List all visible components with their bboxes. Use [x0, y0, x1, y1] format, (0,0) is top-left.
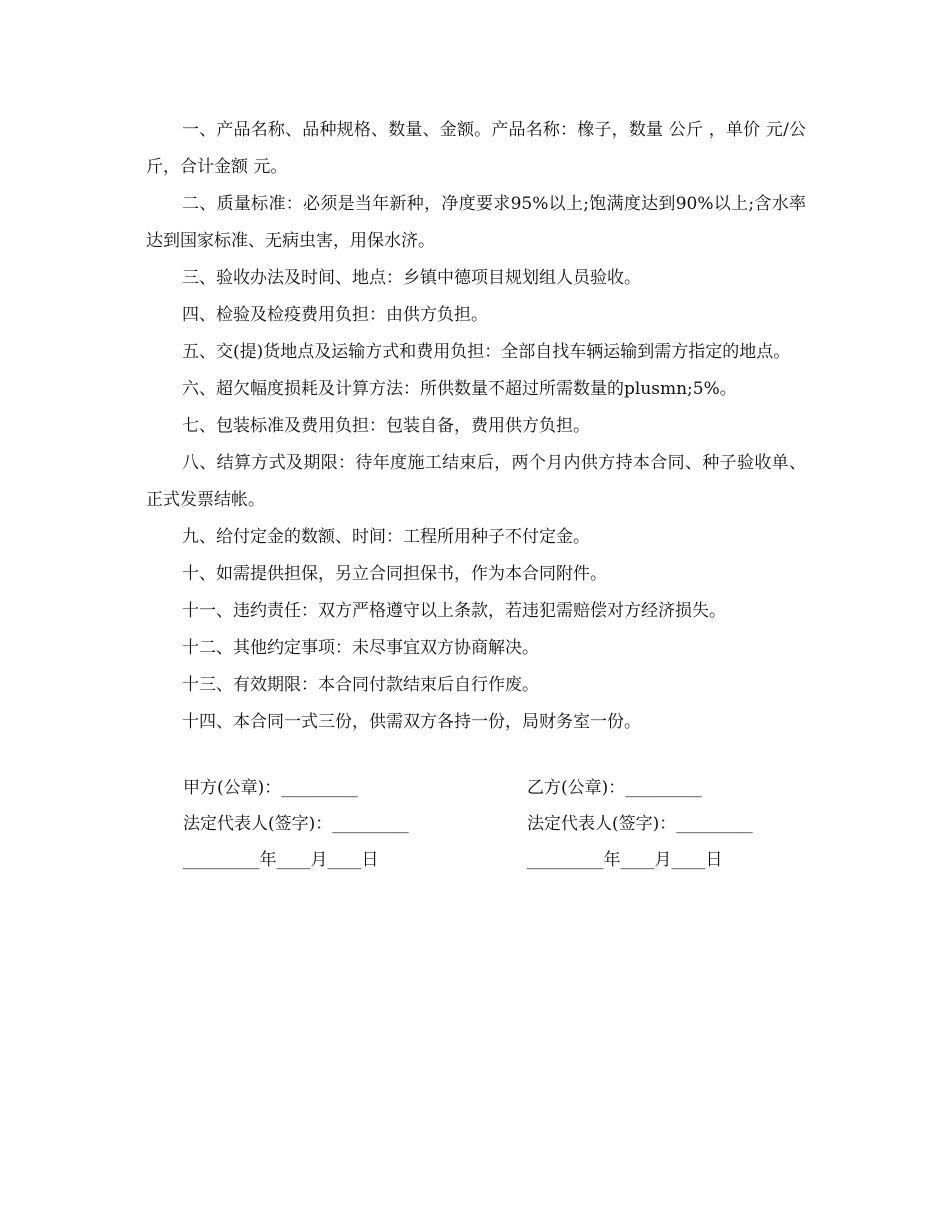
representative-row [183, 806, 803, 842]
party-b-seal-field: 乙方(公章)：_________ [527, 778, 702, 798]
clause-12: 十二、其他约定事项：未尽事宜双方协商解决。 [182, 638, 539, 658]
clause-3: 三、验收办法及时间、地点：乡镇中德项目规划组人员验收。 [182, 268, 641, 288]
party-b-rep-field: 法定代表人(签字)：_________ [527, 814, 753, 834]
contract-clauses [146, 112, 806, 741]
clause-7: 七、包装标准及费用负担：包装自备，费用供方负担。 [182, 416, 590, 436]
clause-4: 四、检验及检疫费用负担：由供方负担。 [182, 305, 488, 325]
clause-14: 十四、本合同一式三份，供需双方各持一份，局财务室一份。 [182, 712, 641, 732]
clause-1: 一、产品名称、品种规格、数量、金额。产品名称：橡子，数量 公斤 ，单价 元/公斤，合计金额 元。 [146, 120, 806, 177]
party-a-rep-field: 法定代表人(签字)：_________ [183, 814, 409, 834]
clause-11: 十一、违约责任：双方严格遵守以上条款，若违犯需赔偿对方经济损失。 [182, 601, 726, 621]
seal-row [183, 770, 803, 806]
party-b-date-field: _________年____月____日 [527, 850, 723, 870]
date-row [183, 842, 803, 878]
party-a-date-field: _________年____月____日 [183, 850, 379, 870]
party-a-seal-field: 甲方(公章)：_________ [183, 778, 358, 798]
clause-10: 十、如需提供担保，另立合同担保书，作为本合同附件。 [182, 564, 607, 584]
clause-13: 十三、有效期限：本合同付款结束后自行作废。 [182, 675, 539, 695]
clause-9: 九、给付定金的数额、时间：工程所用种子不付定金。 [182, 527, 590, 547]
clause-8: 八、结算方式及期限：待年度施工结束后，两个月内供方持本合同、种子验收单、正式发票结帐。 [146, 453, 806, 510]
clause-2: 二、质量标准：必须是当年新种，净度要求95%以上;饱满度达到90%以上;含水率达到国家标准、无病虫害，用保水济。 [146, 194, 806, 251]
signature-block [183, 770, 803, 878]
clause-6: 六、超欠幅度损耗及计算方法：所供数量不超过所需数量的plusmn;5%。 [182, 379, 737, 399]
clause-5: 五、交(提)货地点及运输方式和费用负担：全部自找车辆运输到需方指定的地点。 [182, 342, 791, 362]
